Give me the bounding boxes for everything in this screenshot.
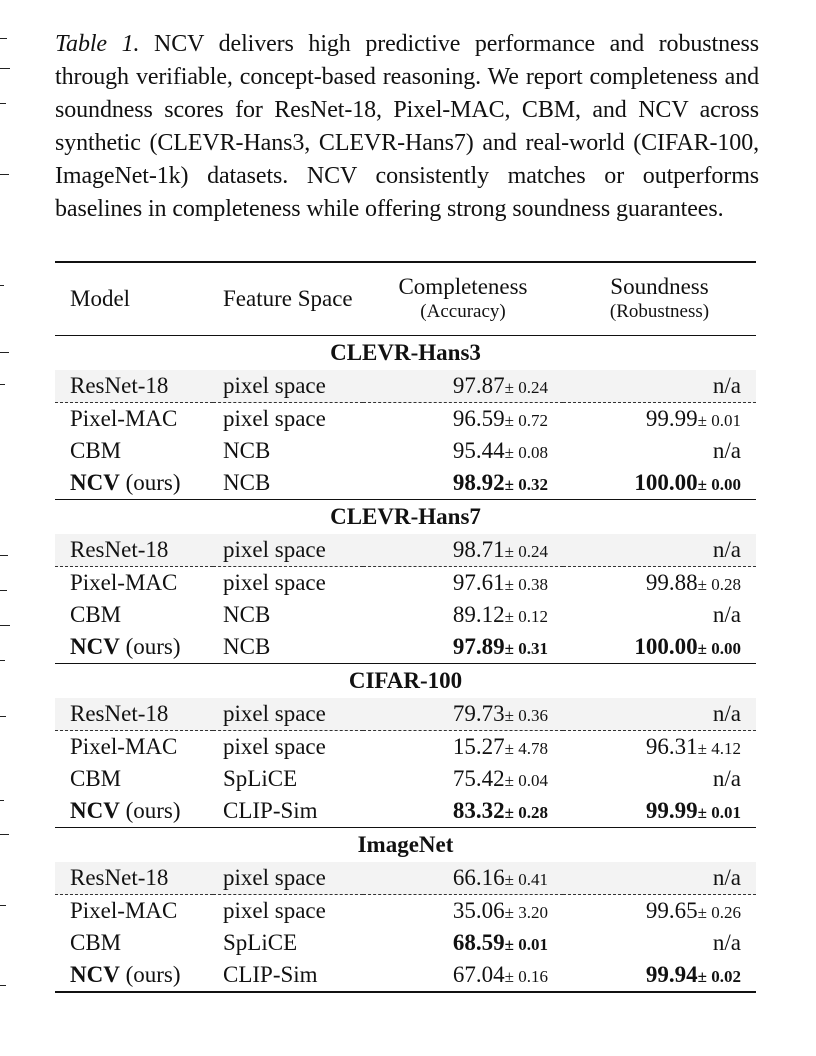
cell-completeness-value: 97.61 — [452, 570, 505, 595]
table-body — [55, 336, 756, 993]
cell-model — [55, 698, 213, 731]
model-name: Pixel-MAC — [70, 570, 178, 595]
cell-completeness — [363, 631, 563, 664]
cell-feature-space: pixel space — [213, 370, 363, 403]
table-row — [55, 763, 756, 795]
section-title: CLEVR-Hans3 — [330, 340, 481, 365]
cell-completeness-value: 79.73 — [452, 701, 505, 726]
model-name: ResNet-18 — [70, 701, 169, 726]
table-row — [55, 731, 756, 764]
cell-completeness-value: 83.32 — [452, 798, 505, 823]
model-name: CBM — [70, 766, 122, 791]
cell-soundness-value: n/a — [712, 373, 741, 398]
cell-completeness — [363, 435, 563, 467]
cell-soundness-std: ± 0.26 — [697, 903, 741, 922]
cell-completeness-std: ± 0.32 — [504, 475, 548, 494]
cell-soundness-value: 96.31 — [645, 734, 698, 759]
cell-soundness — [563, 467, 756, 500]
cell-soundness-value: n/a — [712, 930, 741, 955]
cell-soundness-value: 99.99 — [645, 406, 698, 431]
model-name: NCV — [70, 470, 120, 495]
cell-completeness-value: 15.27 — [452, 734, 505, 759]
model-name: Pixel-MAC — [70, 898, 178, 923]
left-margin-marks — [0, 0, 12, 1056]
table-row — [55, 927, 756, 959]
model-name: NCV — [70, 962, 120, 987]
table-row — [55, 435, 756, 467]
cell-model — [55, 959, 213, 992]
cell-completeness — [363, 534, 563, 567]
header-soundness-sub: (Robustness) — [609, 301, 710, 322]
header-completeness — [363, 263, 563, 336]
cell-completeness-std: ± 0.01 — [504, 935, 548, 954]
table-row — [55, 599, 756, 631]
cell-completeness-value: 95.44 — [452, 438, 505, 463]
cell-feature-space: pixel space — [223, 406, 326, 431]
cell-completeness-std: ± 0.28 — [504, 803, 548, 822]
table-row — [55, 403, 756, 436]
cell-soundness-value: n/a — [712, 766, 741, 791]
cell-completeness-value: 68.59 — [452, 930, 505, 955]
model-name: NCV — [70, 798, 120, 823]
cell-completeness-value: 96.59 — [452, 406, 505, 431]
header-soundness — [563, 263, 756, 336]
cell-completeness-std: ± 0.24 — [504, 378, 548, 397]
cell-completeness — [363, 862, 563, 895]
cell-model — [55, 370, 213, 403]
cell-completeness-value: 98.92 — [452, 470, 505, 495]
cell-soundness — [563, 959, 756, 992]
cell-soundness-std: ± 0.00 — [697, 475, 741, 494]
header-feature-space: Feature Space — [213, 263, 363, 336]
cell-completeness-value: 98.71 — [452, 537, 505, 562]
cell-completeness — [363, 763, 563, 795]
cell-soundness-value: 100.00 — [634, 634, 698, 659]
cell-soundness-value: n/a — [712, 537, 741, 562]
cell-soundness — [563, 631, 756, 664]
cell-soundness — [563, 927, 756, 959]
cell-completeness-std: ± 0.31 — [504, 639, 548, 658]
cell-soundness — [563, 795, 756, 828]
table-row — [55, 959, 756, 992]
ours-tag: (ours) — [125, 962, 181, 987]
model-name: CBM — [70, 930, 122, 955]
cell-model — [55, 862, 213, 895]
cell-feature-space: pixel space — [223, 570, 326, 595]
model-name: Pixel-MAC — [70, 406, 178, 431]
cell-feature-space: NCB — [213, 631, 363, 664]
table-row — [55, 862, 756, 895]
cell-model — [55, 403, 213, 436]
cell-completeness-std: ± 0.04 — [504, 771, 548, 790]
cell-model — [55, 795, 213, 828]
cell-soundness-std: ± 0.01 — [697, 803, 741, 822]
cell-soundness-value: 99.88 — [645, 570, 698, 595]
cell-model — [55, 534, 213, 567]
table-row — [55, 631, 756, 664]
section-header — [55, 336, 756, 371]
model-name: ResNet-18 — [70, 373, 169, 398]
cell-feature-space: pixel space — [223, 898, 326, 923]
cell-completeness — [363, 698, 563, 731]
cell-completeness-value: 97.89 — [452, 634, 505, 659]
cell-model — [55, 467, 213, 500]
model-name: Pixel-MAC — [70, 734, 178, 759]
cell-model — [55, 435, 213, 467]
cell-feature-space: NCB — [213, 467, 363, 500]
cell-completeness-std: ± 0.08 — [504, 443, 548, 462]
table-row — [55, 370, 756, 403]
cell-completeness-std: ± 0.41 — [504, 870, 548, 889]
table-caption — [55, 28, 759, 226]
cell-model — [55, 599, 213, 631]
cell-completeness — [363, 467, 563, 500]
cell-completeness-std: ± 0.36 — [504, 706, 548, 725]
section-header — [55, 664, 756, 699]
cell-completeness — [363, 599, 563, 631]
cell-soundness — [563, 534, 756, 567]
cell-soundness — [563, 403, 756, 436]
cell-model — [55, 731, 213, 764]
model-name: ResNet-18 — [70, 537, 169, 562]
table-row — [55, 895, 756, 928]
cell-completeness — [363, 403, 563, 436]
results-table — [55, 261, 756, 993]
caption-label: Table 1. — [55, 31, 140, 57]
model-name: NCV — [70, 634, 120, 659]
cell-soundness-value: n/a — [712, 701, 741, 726]
cell-completeness-value: 89.12 — [452, 602, 505, 627]
model-name: CBM — [70, 602, 122, 627]
cell-model — [55, 631, 213, 664]
cell-completeness — [363, 370, 563, 403]
cell-soundness-value: 100.00 — [634, 470, 698, 495]
cell-soundness — [563, 731, 756, 764]
cell-completeness — [363, 959, 563, 992]
header-model: Model — [55, 263, 213, 336]
cell-feature-space: SpLiCE — [223, 930, 298, 955]
cell-completeness-value: 75.42 — [452, 766, 505, 791]
cell-soundness-std: ± 0.02 — [697, 967, 741, 986]
header-completeness-label: Completeness — [398, 274, 528, 299]
cell-soundness — [563, 895, 756, 928]
cell-feature-space: pixel space — [213, 534, 363, 567]
cell-completeness-value: 35.06 — [452, 898, 505, 923]
header-soundness-label: Soundness — [610, 274, 709, 299]
cell-soundness-value: n/a — [712, 602, 741, 627]
cell-completeness-std: ± 3.20 — [504, 903, 548, 922]
cell-model — [55, 763, 213, 795]
ours-tag: (ours) — [125, 798, 181, 823]
cell-completeness-value: 97.87 — [452, 373, 505, 398]
model-name: CBM — [70, 438, 122, 463]
cell-soundness — [563, 698, 756, 731]
cell-soundness-std: ± 0.00 — [697, 639, 741, 658]
cell-soundness — [563, 435, 756, 467]
cell-soundness-std: ± 0.28 — [697, 575, 741, 594]
cell-soundness-value: n/a — [712, 865, 741, 890]
cell-soundness — [563, 599, 756, 631]
cell-completeness — [363, 731, 563, 764]
ours-tag: (ours) — [125, 634, 181, 659]
cell-completeness — [363, 927, 563, 959]
cell-feature-space: CLIP-Sim — [213, 795, 363, 828]
cell-completeness-std: ± 0.38 — [504, 575, 548, 594]
cell-soundness-value: 99.65 — [645, 898, 698, 923]
results-table-container — [55, 261, 756, 993]
cell-soundness-std: ± 0.01 — [697, 411, 741, 430]
table-row — [55, 467, 756, 500]
section-header — [55, 828, 756, 863]
table-row — [55, 567, 756, 600]
cell-soundness — [563, 567, 756, 600]
cell-completeness-std: ± 0.72 — [504, 411, 548, 430]
cell-completeness — [363, 795, 563, 828]
table-header — [55, 262, 756, 336]
cell-feature-space: SpLiCE — [223, 766, 298, 791]
cell-model — [55, 567, 213, 600]
section-title: ImageNet — [357, 832, 454, 857]
cell-completeness-std: ± 0.24 — [504, 542, 548, 561]
cell-soundness-std: ± 4.12 — [697, 739, 741, 758]
table-row — [55, 795, 756, 828]
cell-model — [55, 895, 213, 928]
cell-soundness — [563, 763, 756, 795]
cell-model — [55, 927, 213, 959]
cell-feature-space: NCB — [223, 602, 271, 627]
cell-soundness — [563, 370, 756, 403]
cell-completeness-std: ± 4.78 — [504, 739, 548, 758]
section-title: CLEVR-Hans7 — [330, 504, 481, 529]
section-header — [55, 500, 756, 535]
cell-feature-space: NCB — [223, 438, 271, 463]
caption-text: NCV delivers high predictive performance and robustness through verifiable, concept-based reasoning. We report completeness and soundness scores for ResNet-18, Pixel-MAC, CBM, and NCV across synthetic (CLEVR-Hans3, CLEVR-Hans7) and real-world (CIFAR-100, ImageNet-1k) datasets. NCV consistently matches or outperforms baselines in completeness while offering strong soundness guarantees. — [55, 31, 760, 222]
cell-completeness-std: ± 0.16 — [504, 967, 548, 986]
cell-completeness-value: 67.04 — [452, 962, 505, 987]
cell-soundness-value: 99.99 — [645, 798, 698, 823]
table-row — [55, 698, 756, 731]
model-name: ResNet-18 — [70, 865, 169, 890]
cell-completeness — [363, 895, 563, 928]
cell-feature-space: pixel space — [213, 698, 363, 731]
cell-feature-space: pixel space — [223, 734, 326, 759]
table-row — [55, 534, 756, 567]
cell-completeness — [363, 567, 563, 600]
ours-tag: (ours) — [125, 470, 181, 495]
cell-completeness-value: 66.16 — [452, 865, 505, 890]
section-title: CIFAR-100 — [348, 668, 463, 693]
cell-soundness-value: 99.94 — [645, 962, 698, 987]
header-completeness-sub: (Accuracy) — [420, 301, 506, 322]
cell-completeness-std: ± 0.12 — [504, 607, 548, 626]
cell-soundness — [563, 862, 756, 895]
cell-soundness-value: n/a — [712, 438, 741, 463]
cell-feature-space: pixel space — [213, 862, 363, 895]
cell-feature-space: CLIP-Sim — [213, 959, 363, 992]
